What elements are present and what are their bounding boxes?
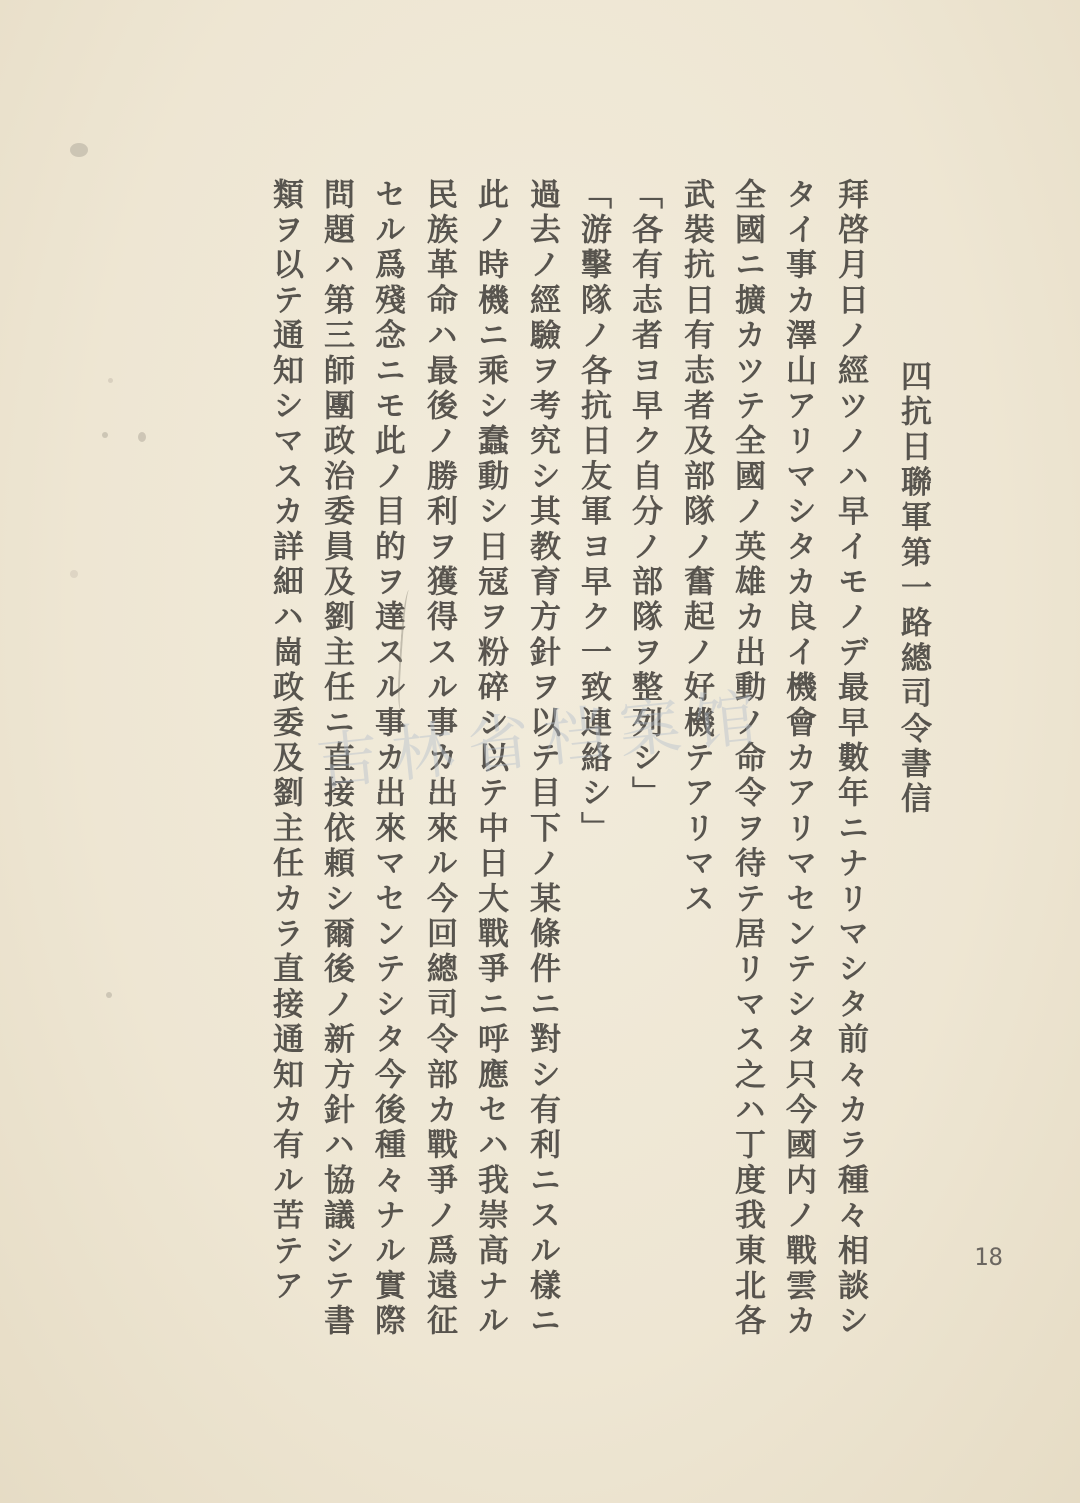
document-title: 四抗日聯軍第一路總司令書信 [895, 360, 931, 818]
text-column-5: 「各有志者ヨ早ク自分ノ部隊ヲ整列シ」 [626, 178, 662, 812]
text-column-7: 過去ノ經驗ヲ考究シ其教育方針ヲ以テ目下ノ某條件ニ對シ有利ニスル樣ニ [524, 178, 560, 1340]
text-column-6: 「游擊隊ノ各抗日友軍ヨ早ク一致連絡シ」 [575, 178, 611, 847]
text-column-4: 武裝抗日有志者及部隊ノ奮起ノ好機テアリマス [678, 178, 714, 918]
text-column-1: 拜啓月日ノ經ツノハ早イモノデ最早數年ニナリマシタ前々カラ種々相談シ [832, 178, 868, 1340]
page-number: 18 [974, 1243, 1003, 1271]
paper-spot [102, 432, 108, 438]
text-column-10: セル爲殘念ニモ此ノ目的ヲ達スル事カ出來マセンテシタ今後種々ナル實際 [369, 178, 405, 1340]
text-column-11: 問題ハ第三師團政治委員及劉主任ニ直接依頼シ爾後ノ新方針ハ協議シテ書 [318, 178, 354, 1340]
paper-spot [70, 570, 78, 578]
text-column-9: 民族革命ハ最後ノ勝利ヲ獲得スル事カ出來ル今回總司令部カ戰爭ノ爲遠征 [421, 178, 457, 1340]
text-column-12: 類ヲ以テ通知シマスカ詳細ハ崗政委及劉主任カラ直接通知カ有ル苦テア [267, 178, 303, 1305]
archive-watermark: 吉林省档案馆 [312, 679, 775, 800]
paper-spot [108, 378, 113, 383]
paper-spot [106, 992, 112, 998]
text-column-3: 全國ニ擴カツテ全國ノ英雄カ出動ノ命令ヲ待テ居リマス之ハ丁度我東北各 [729, 178, 765, 1340]
paper-spot [138, 432, 146, 442]
paper-spot [70, 143, 88, 157]
text-column-8: 此ノ時機ニ乘シ蠢動シ日冦ヲ粉碎シ以テ中日大戰爭ニ呼應セハ我崇高ナル [472, 178, 508, 1340]
text-column-2: タイ事カ澤山アリマシタカ良イ機會カアリマセンテシタ只今國内ノ戰雲カ [780, 178, 816, 1340]
